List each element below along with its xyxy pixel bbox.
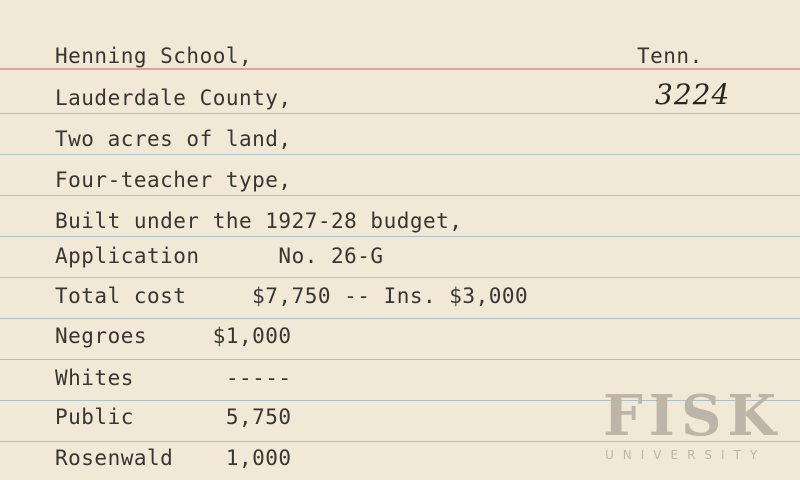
line-total-cost: Total cost $7,750 -- Ins. $3,000	[55, 284, 529, 308]
ruled-line	[0, 113, 800, 114]
ruled-line	[0, 236, 800, 237]
line-land: Two acres of land,	[55, 127, 292, 151]
handwritten-card-number: 3224	[655, 78, 731, 111]
line-budget: Built under the 1927-28 budget,	[55, 209, 463, 233]
ruled-line	[0, 318, 800, 319]
line-application: Application No. 26-G	[55, 244, 384, 268]
watermark-logo-text: FISK	[603, 383, 783, 449]
line-county: Lauderdale County,	[55, 86, 292, 110]
ruled-line	[0, 277, 800, 278]
line-whites: Whites -----	[55, 366, 292, 390]
line-type: Four-teacher type,	[55, 168, 292, 192]
red-header-rule	[0, 68, 800, 70]
line-state: Tenn.	[637, 44, 703, 68]
ruled-line	[0, 195, 800, 196]
line-rosenwald: Rosenwald 1,000	[55, 446, 292, 470]
line-negroes: Negroes $1,000	[55, 324, 292, 348]
fisk-university-watermark	[603, 383, 789, 468]
watermark-logo-subtext: UNIVERSITY	[605, 448, 767, 462]
ruled-line	[0, 359, 800, 360]
line-public: Public 5,750	[55, 405, 292, 429]
ruled-line	[0, 154, 800, 155]
line-school: Henning School,	[55, 44, 253, 68]
